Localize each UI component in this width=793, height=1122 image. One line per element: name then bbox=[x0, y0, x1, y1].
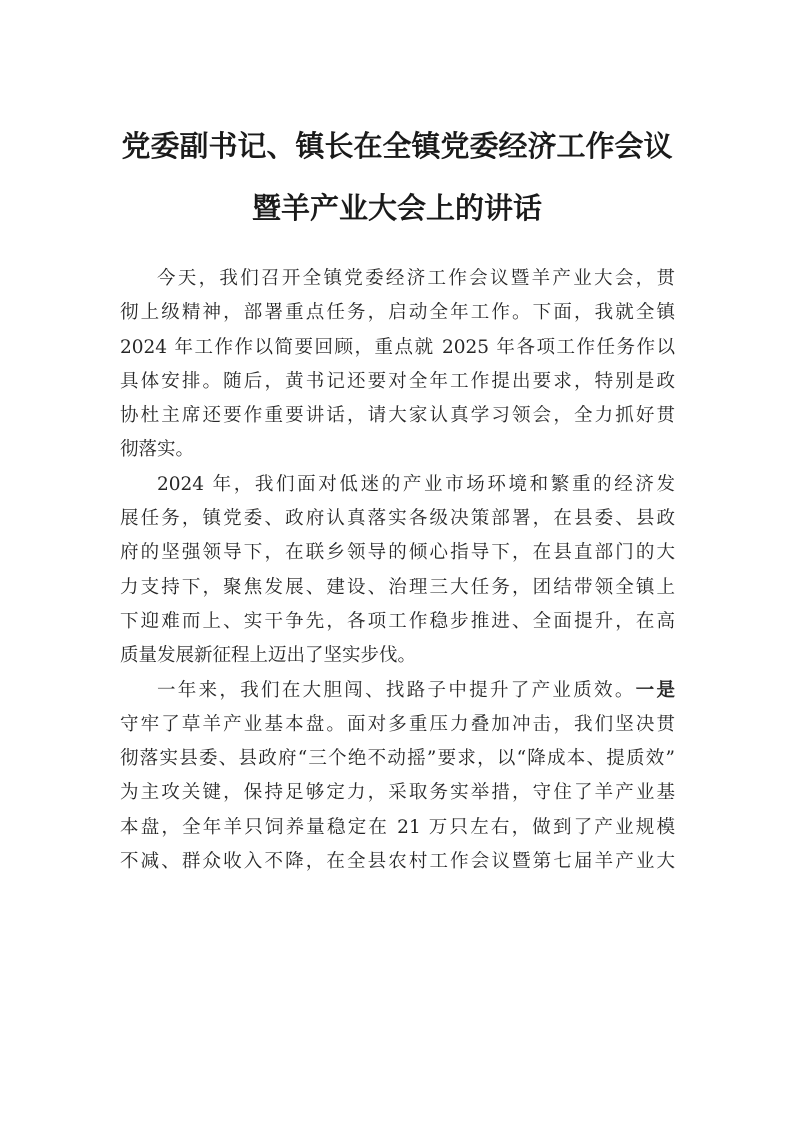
text-line: 下迎难而上、实干争先，各项工作稳步推进、全面提升，在高 bbox=[120, 610, 675, 632]
text-line: 协杜主席还要作重要讲话，请大家认真学习领会，全力抓好贯 bbox=[120, 405, 675, 427]
paragraph bbox=[120, 468, 675, 674]
text-run: 一年来，我们在大胆闯、找路子中提升了产业质效。 bbox=[157, 679, 636, 701]
text-line: 守牢了草羊产业基本盘。面对多重压力叠加冲击，我们坚决贯 bbox=[120, 713, 675, 735]
paragraph bbox=[120, 262, 675, 468]
text-line: 2024 年工作作以简要回顾，重点就 2025 年各项工作任务作以 bbox=[120, 336, 675, 358]
text-line: 彻上级精神，部署重点任务，启动全年工作。下面，我就全镇 bbox=[120, 302, 675, 324]
text-line: 具体安排。随后，黄书记还要对全年工作提出要求，特别是政 bbox=[120, 370, 675, 392]
title-line-2: 暨羊产业大会上的讲话 bbox=[251, 191, 542, 225]
text-line bbox=[120, 674, 675, 708]
text-line: 不减、群众收入不降，在全县农村工作会议暨第七届羊产业大 bbox=[120, 851, 675, 873]
bold-run: 一是 bbox=[635, 679, 675, 701]
text-line: 力支持下，聚焦发展、建设、治理三大任务，团结带领全镇上 bbox=[120, 576, 675, 598]
document-body bbox=[120, 262, 675, 879]
text-line: 彻落实。 bbox=[120, 439, 195, 461]
text-line: 今天，我们召开全镇党委经济工作会议暨羊产业大会，贯 bbox=[157, 268, 675, 289]
text-line: 彻落实县委、县政府“三个绝不动摇”要求，以“降成本、提质效” bbox=[120, 748, 675, 770]
paragraph bbox=[120, 674, 675, 880]
text-line: 展任务，镇党委、政府认真落实各级决策部署，在县委、县政 bbox=[120, 508, 675, 530]
text-line: 质量发展新征程上迈出了坚实步伐。 bbox=[120, 645, 417, 667]
text-line: 2024 年，我们面对低迷的产业市场环境和繁重的经济发 bbox=[157, 473, 675, 495]
text-line: 府的坚强领导下，在联乡领导的倾心指导下，在县直部门的大 bbox=[120, 542, 675, 564]
title-line-1: 党委副书记、镇长在全镇党委经济工作会议 bbox=[121, 129, 673, 163]
text-line: 为主攻关键，保持足够定力，采取务实举措，守住了羊产业基 bbox=[120, 782, 675, 804]
text-line: 本盘，全年羊只饲养量稳定在 21 万只左右，做到了产业规模 bbox=[120, 816, 675, 838]
